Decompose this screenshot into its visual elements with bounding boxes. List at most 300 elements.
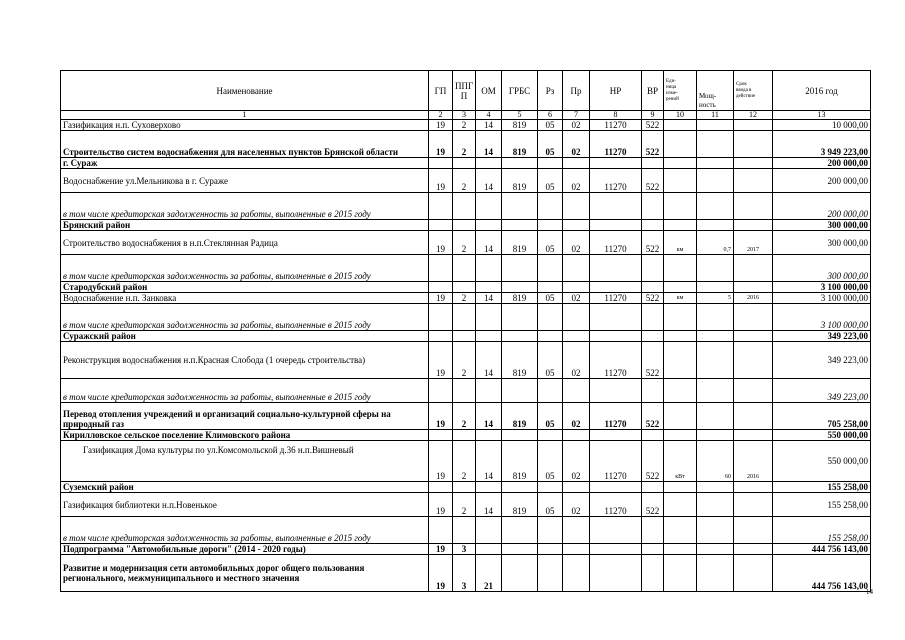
table-row [61, 293, 871, 304]
cell-term: 2016 [734, 293, 773, 304]
cell-term [734, 220, 773, 231]
table-row [61, 441, 871, 482]
cell-unit [664, 517, 697, 544]
cell-term [734, 169, 773, 193]
cell-grbs [502, 544, 538, 555]
cell-term [734, 158, 773, 169]
cell-vr [642, 331, 664, 342]
cell-term [734, 255, 773, 282]
cell-pr: 02 [563, 120, 590, 131]
cell-vr [642, 193, 664, 220]
cell-rz: 05 [538, 493, 563, 517]
cell-gp [429, 379, 453, 403]
cell-gp: 19 [429, 293, 453, 304]
cell-ppgp: 3 [453, 544, 476, 555]
cell-om: 14 [476, 120, 502, 131]
cell-unit: км [664, 231, 697, 255]
cell-gp [429, 255, 453, 282]
table-row [61, 493, 871, 517]
cell-term [734, 193, 773, 220]
cell-ppgp: 2 [453, 403, 476, 430]
cell-amount: 705 258,00 [773, 403, 871, 430]
cell-term [734, 120, 773, 131]
cell-grbs [502, 517, 538, 544]
header-unit: Еди- ница изме- рений [664, 71, 697, 111]
table-row [61, 517, 871, 544]
cell-power [697, 220, 734, 231]
cell-om [476, 379, 502, 403]
row-name: в том числе кредиторская задолженность за работы, выполненные в 2015 году [61, 517, 429, 544]
cell-ppgp: 2 [453, 120, 476, 131]
cell-nr [590, 430, 642, 441]
row-name: Суземский район [61, 482, 429, 493]
cell-gp: 19 [429, 231, 453, 255]
cell-nr: 11270 [590, 441, 642, 482]
cell-term [734, 282, 773, 293]
budget-table [60, 70, 871, 592]
cell-term [734, 331, 773, 342]
cell-vr: 522 [642, 120, 664, 131]
row-name: в том числе кредиторская задолженность за работы, выполненные в 2015 году [61, 304, 429, 331]
cell-rz [538, 158, 563, 169]
cell-term [734, 131, 773, 158]
cell-amount: 3 100 000,00 [773, 293, 871, 304]
cell-amount: 200 000,00 [773, 193, 871, 220]
cell-rz [538, 379, 563, 403]
header-vr: ВР [642, 71, 664, 111]
cell-amount: 300 000,00 [773, 231, 871, 255]
cell-unit [664, 403, 697, 430]
cell-amount: 444 756 143,00 [773, 544, 871, 555]
cell-amount: 10 000,00 [773, 120, 871, 131]
cell-om: 14 [476, 169, 502, 193]
cell-ppgp: 2 [453, 231, 476, 255]
cell-om [476, 220, 502, 231]
cell-amount: 444 756 143,00 [773, 555, 871, 592]
cell-grbs: 819 [502, 231, 538, 255]
table-row [61, 282, 871, 293]
cell-amount: 349 223,00 [773, 342, 871, 379]
cell-term [734, 544, 773, 555]
cell-vr: 522 [642, 231, 664, 255]
cell-pr: 02 [563, 403, 590, 430]
cell-vr: 522 [642, 493, 664, 517]
cell-vr [642, 304, 664, 331]
table-row [61, 482, 871, 493]
table-row [61, 304, 871, 331]
cell-ppgp: 2 [453, 493, 476, 517]
cell-ppgp: 2 [453, 441, 476, 482]
cell-grbs [502, 482, 538, 493]
cell-unit: км [664, 293, 697, 304]
cell-power: 0,7 [697, 231, 734, 255]
cell-nr: 11270 [590, 342, 642, 379]
header-gp: ГП [429, 71, 453, 111]
cell-power [697, 131, 734, 158]
cell-pr: 02 [563, 131, 590, 158]
cell-term: 2017 [734, 231, 773, 255]
cell-power [697, 482, 734, 493]
cell-ppgp [453, 517, 476, 544]
column-number: 9 [642, 111, 664, 120]
cell-om: 14 [476, 131, 502, 158]
cell-grbs [502, 282, 538, 293]
cell-amount: 200 000,00 [773, 158, 871, 169]
cell-rz [538, 304, 563, 331]
cell-rz: 05 [538, 231, 563, 255]
cell-om [476, 482, 502, 493]
header-power: Мощ- ность [697, 71, 734, 111]
cell-term [734, 482, 773, 493]
cell-power [697, 403, 734, 430]
cell-rz [538, 255, 563, 282]
cell-unit [664, 131, 697, 158]
row-name: Кирилловское сельское поселение Климовского района [61, 430, 429, 441]
cell-nr [590, 304, 642, 331]
cell-power [697, 120, 734, 131]
cell-om: 14 [476, 293, 502, 304]
table-row [61, 255, 871, 282]
header-grbs: ГРБС [502, 71, 538, 111]
cell-ppgp: 3 [453, 555, 476, 592]
cell-amount: 300 000,00 [773, 220, 871, 231]
cell-om [476, 282, 502, 293]
row-name: Стародубский район [61, 282, 429, 293]
cell-term [734, 555, 773, 592]
cell-gp: 19 [429, 403, 453, 430]
cell-rz: 05 [538, 131, 563, 158]
cell-om [476, 544, 502, 555]
cell-rz [538, 517, 563, 544]
row-name: Водоснабжение н.п. Занковка [61, 293, 429, 304]
row-name: Газификация Дома культуры по ул.Комсомольской д.36 н.п.Вишневый [61, 441, 429, 482]
table-row [61, 544, 871, 555]
table-row [61, 555, 871, 592]
cell-amount: 300 000,00 [773, 255, 871, 282]
cell-vr [642, 517, 664, 544]
row-name: Подпрограмма "Автомобильные дороги" (2014 - 2020 годы) [61, 544, 429, 555]
cell-rz [538, 282, 563, 293]
cell-nr [590, 282, 642, 293]
cell-nr [590, 517, 642, 544]
cell-pr [563, 193, 590, 220]
cell-pr [563, 555, 590, 592]
cell-amount: 155 258,00 [773, 482, 871, 493]
header-term: Срок ввода в действие [734, 71, 773, 111]
cell-unit: кВт [664, 441, 697, 482]
cell-om: 21 [476, 555, 502, 592]
cell-power [697, 517, 734, 544]
column-number: 10 [664, 111, 697, 120]
cell-ppgp [453, 255, 476, 282]
cell-amount: 3 949 223,00 [773, 131, 871, 158]
cell-gp [429, 482, 453, 493]
cell-grbs: 819 [502, 403, 538, 430]
cell-amount: 550 000,00 [773, 430, 871, 441]
cell-ppgp [453, 193, 476, 220]
cell-unit [664, 555, 697, 592]
row-name: Развитие и модернизация сети автомобильных дорог общего пользования регионального, межмуниципального и местного значения [61, 555, 429, 592]
cell-amount: 550 000,00 [773, 441, 871, 482]
cell-pr [563, 158, 590, 169]
cell-ppgp [453, 220, 476, 231]
table-row [61, 193, 871, 220]
row-name: Строительство водоснабжения в н.п.Стеклянная Радица [61, 231, 429, 255]
cell-unit [664, 331, 697, 342]
cell-grbs [502, 158, 538, 169]
cell-vr: 522 [642, 293, 664, 304]
cell-gp: 19 [429, 493, 453, 517]
cell-vr [642, 544, 664, 555]
cell-rz: 05 [538, 169, 563, 193]
cell-power [697, 555, 734, 592]
cell-unit [664, 282, 697, 293]
header-row [61, 71, 871, 111]
cell-unit [664, 255, 697, 282]
cell-grbs [502, 304, 538, 331]
cell-gp: 19 [429, 441, 453, 482]
cell-power [697, 331, 734, 342]
cell-unit [664, 220, 697, 231]
cell-amount: 349 223,00 [773, 331, 871, 342]
cell-power [697, 342, 734, 379]
column-number: 5 [502, 111, 538, 120]
column-number: 2 [429, 111, 453, 120]
header-name: Наименование [61, 71, 429, 111]
cell-ppgp: 2 [453, 169, 476, 193]
cell-vr [642, 220, 664, 231]
cell-unit [664, 169, 697, 193]
cell-gp: 19 [429, 120, 453, 131]
row-name: в том числе кредиторская задолженность за работы, выполненные в 2015 году [61, 255, 429, 282]
row-name: Реконструкция водоснабжения н.п.Красная Слобода (1 очередь строительства) [61, 342, 429, 379]
cell-power [697, 169, 734, 193]
cell-grbs: 819 [502, 120, 538, 131]
cell-pr [563, 482, 590, 493]
cell-nr: 11270 [590, 493, 642, 517]
cell-vr: 522 [642, 342, 664, 379]
cell-om: 14 [476, 342, 502, 379]
cell-nr [590, 482, 642, 493]
cell-power: 5 [697, 293, 734, 304]
cell-gp: 19 [429, 555, 453, 592]
cell-term [734, 342, 773, 379]
cell-vr [642, 255, 664, 282]
cell-nr [590, 158, 642, 169]
cell-ppgp: 2 [453, 293, 476, 304]
cell-grbs: 819 [502, 342, 538, 379]
header-ppgp: ППГ П [453, 71, 476, 111]
column-number: 13 [773, 111, 871, 120]
cell-term [734, 430, 773, 441]
cell-nr [590, 193, 642, 220]
cell-amount: 3 100 000,00 [773, 282, 871, 293]
cell-rz [538, 331, 563, 342]
cell-nr: 11270 [590, 231, 642, 255]
cell-nr [590, 331, 642, 342]
cell-pr: 02 [563, 342, 590, 379]
cell-om [476, 304, 502, 331]
cell-om: 14 [476, 231, 502, 255]
column-number: 11 [697, 111, 734, 120]
cell-nr [590, 255, 642, 282]
cell-nr [590, 379, 642, 403]
cell-gp [429, 331, 453, 342]
cell-om [476, 255, 502, 282]
cell-nr: 11270 [590, 131, 642, 158]
cell-power [697, 255, 734, 282]
cell-om [476, 193, 502, 220]
column-number: 6 [538, 111, 563, 120]
cell-om [476, 430, 502, 441]
table-row [61, 220, 871, 231]
cell-om [476, 158, 502, 169]
cell-ppgp: 2 [453, 342, 476, 379]
cell-power: 60 [697, 441, 734, 482]
cell-gp [429, 282, 453, 293]
cell-pr [563, 220, 590, 231]
cell-term [734, 493, 773, 517]
table-row [61, 120, 871, 131]
cell-om: 14 [476, 493, 502, 517]
cell-unit [664, 158, 697, 169]
row-name: Строительство систем водоснабжения для населенных пунктов Брянской области [61, 131, 429, 158]
cell-power [697, 493, 734, 517]
cell-amount: 155 258,00 [773, 493, 871, 517]
cell-grbs: 819 [502, 441, 538, 482]
cell-rz [538, 555, 563, 592]
cell-grbs: 819 [502, 293, 538, 304]
cell-rz [538, 544, 563, 555]
cell-gp: 19 [429, 169, 453, 193]
table-row [61, 331, 871, 342]
row-name: Брянский район [61, 220, 429, 231]
cell-gp [429, 220, 453, 231]
cell-gp [429, 304, 453, 331]
cell-power [697, 282, 734, 293]
cell-grbs: 819 [502, 131, 538, 158]
cell-vr [642, 555, 664, 592]
cell-om [476, 517, 502, 544]
column-number: 7 [563, 111, 590, 120]
cell-term [734, 517, 773, 544]
table-row [61, 231, 871, 255]
cell-unit [664, 379, 697, 403]
cell-gp: 19 [429, 131, 453, 158]
column-number: 1 [61, 111, 429, 120]
cell-pr [563, 304, 590, 331]
row-name: Перевод отопления учреждений и организаций социально-культурной сферы на природный газ [61, 403, 429, 430]
cell-pr: 02 [563, 493, 590, 517]
cell-unit [664, 342, 697, 379]
row-name: Газификация библиотеки н.п.Новенькое [61, 493, 429, 517]
row-name: Суражский район [61, 331, 429, 342]
cell-pr [563, 430, 590, 441]
cell-grbs [502, 255, 538, 282]
cell-grbs [502, 555, 538, 592]
cell-rz [538, 430, 563, 441]
table-row [61, 342, 871, 379]
cell-om: 14 [476, 441, 502, 482]
cell-pr [563, 282, 590, 293]
cell-vr: 522 [642, 169, 664, 193]
column-number: 4 [476, 111, 502, 120]
cell-pr: 02 [563, 169, 590, 193]
cell-ppgp [453, 331, 476, 342]
cell-unit [664, 193, 697, 220]
cell-rz: 05 [538, 441, 563, 482]
cell-amount: 155 258,00 [773, 517, 871, 544]
cell-pr [563, 517, 590, 544]
cell-unit [664, 120, 697, 131]
header-om: ОМ [476, 71, 502, 111]
cell-grbs: 819 [502, 493, 538, 517]
table-row [61, 169, 871, 193]
cell-grbs [502, 220, 538, 231]
row-name: в том числе кредиторская задолженность за работы, выполненные в 2015 году [61, 193, 429, 220]
cell-rz: 05 [538, 120, 563, 131]
cell-rz [538, 220, 563, 231]
cell-om [476, 331, 502, 342]
cell-gp [429, 158, 453, 169]
cell-unit [664, 304, 697, 331]
cell-pr [563, 544, 590, 555]
cell-rz: 05 [538, 293, 563, 304]
cell-gp [429, 517, 453, 544]
cell-grbs: 819 [502, 169, 538, 193]
cell-power [697, 193, 734, 220]
cell-gp: 19 [429, 544, 453, 555]
cell-grbs [502, 193, 538, 220]
cell-power [697, 430, 734, 441]
cell-nr: 11270 [590, 293, 642, 304]
cell-term [734, 403, 773, 430]
cell-om: 14 [476, 403, 502, 430]
cell-pr [563, 379, 590, 403]
table-row [61, 430, 871, 441]
cell-unit [664, 493, 697, 517]
cell-rz: 05 [538, 403, 563, 430]
column-number: 8 [590, 111, 642, 120]
cell-term: 2016 [734, 441, 773, 482]
cell-ppgp: 2 [453, 131, 476, 158]
header-year: 2016 год [773, 71, 871, 111]
cell-ppgp [453, 282, 476, 293]
table-row [61, 158, 871, 169]
cell-power [697, 304, 734, 331]
cell-pr [563, 255, 590, 282]
cell-power [697, 158, 734, 169]
cell-nr: 11270 [590, 120, 642, 131]
column-number: 12 [734, 111, 773, 120]
cell-pr [563, 331, 590, 342]
cell-unit [664, 430, 697, 441]
cell-vr: 522 [642, 131, 664, 158]
cell-power [697, 379, 734, 403]
cell-ppgp [453, 430, 476, 441]
table-row [61, 403, 871, 430]
cell-vr: 522 [642, 403, 664, 430]
cell-vr [642, 158, 664, 169]
column-number-row [61, 111, 871, 120]
header-pr: Пр [563, 71, 590, 111]
cell-unit [664, 544, 697, 555]
cell-nr [590, 220, 642, 231]
cell-ppgp [453, 379, 476, 403]
cell-rz [538, 482, 563, 493]
cell-ppgp [453, 304, 476, 331]
row-name: Водоснабжение ул.Мельникова в г. Сураже [61, 169, 429, 193]
